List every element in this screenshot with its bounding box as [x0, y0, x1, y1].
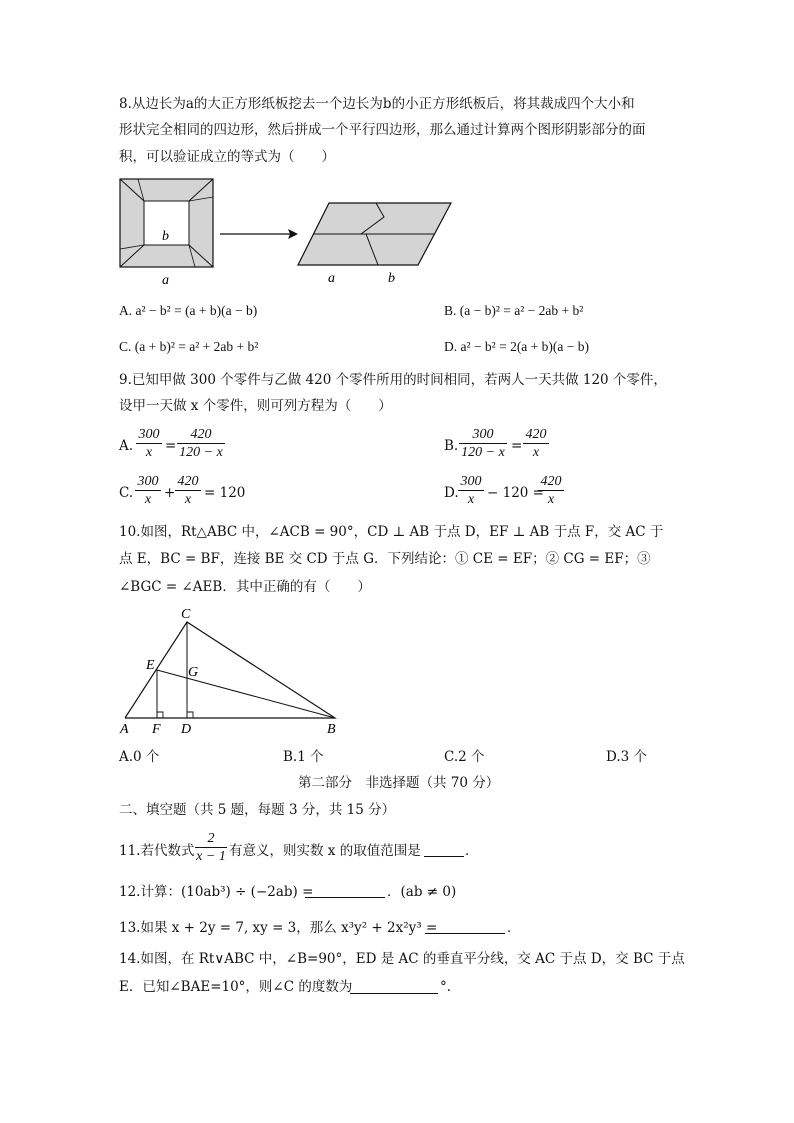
q10-point-b: B — [327, 722, 336, 737]
q9-a-right-den: 120 − x — [179, 445, 223, 460]
q11-suffix: 有意义，则实数 x 的取值范围是 — [229, 843, 421, 859]
q9-b-right-den: x — [532, 445, 540, 460]
q8-square-figure — [118, 177, 218, 287]
q9-option-a-equals: = — [165, 438, 177, 454]
fill-in-heading: 二、填空题（共 5 题，每题 3 分，共 15 分） — [119, 802, 396, 818]
q9-option-d-right-fraction — [538, 473, 564, 508]
q11-end: ． — [465, 843, 479, 859]
q10-point-c: C — [181, 607, 191, 622]
q9-option-c-label: C. — [119, 485, 134, 501]
q10-option-d: D.3 个 — [606, 749, 648, 765]
q9-c-left-den: x — [144, 492, 152, 507]
q9-option-c-tail: = 120 — [204, 485, 246, 501]
q9-option-a-label: A. — [119, 438, 134, 454]
part2-heading: 第二部分 非选择题（共 70 分） — [298, 775, 500, 791]
q9-a-left-num: 300 — [136, 426, 162, 444]
q10-line2: 点 E，BC = BF，连接 BE 交 CD 于点 G．下列结论：① CE = EF；② CG = EF；③ — [119, 551, 651, 567]
q13-prefix: 13.如果 x + 2y = 7, xy = 3，那么 x³y² + 2x²y³ = — [119, 920, 438, 936]
q10-point-g: G — [188, 665, 199, 680]
q10-option-a: A.0 个 — [119, 749, 160, 765]
q8-line3: 积，可以验证成立的等式为（ ） — [119, 149, 335, 165]
q9-line1: 9.已知甲做 300 个零件与乙做 420 个零件所用的时间相同，若两人一天共做 120 个零件， — [119, 372, 667, 388]
q9-option-a-right-fraction — [177, 426, 225, 461]
q9-option-d-left-fraction — [458, 473, 484, 508]
q8-option-a: A. a² − b² = (a + b)(a − b) — [119, 303, 258, 318]
q8-option-b: B. (a − b)² = a² − 2ab + b² — [444, 303, 584, 318]
q10-triangle-figure — [118, 604, 348, 736]
q10-option-b: B.1 个 — [283, 749, 324, 765]
q14-line1: 14.如图，在 Rt∨ABC 中，∠B=90°，ED 是 AC 的垂直平分线，交 AC 于点 D，交 BC 于点 — [119, 951, 685, 967]
q9-option-b-right-fraction — [523, 426, 549, 461]
q11-fraction — [195, 830, 227, 865]
q12-suffix: ．(ab ≠ 0) — [387, 884, 457, 900]
q12-prefix: 12.计算：(10ab³) ÷ (−2ab) = — [119, 884, 314, 900]
q13-end: ． — [507, 920, 521, 936]
q9-option-a-left-fraction — [136, 426, 162, 461]
q11-prefix: 11.若代数式 — [119, 843, 195, 859]
q9-c-left-num: 300 — [135, 473, 161, 491]
q9-d-left-num: 300 — [458, 473, 484, 491]
q9-option-d-mid: − 120 = — [487, 485, 544, 501]
q9-d-left-den: x — [467, 492, 475, 507]
q10-line1: 10.如图，Rt△ABC 中，∠ACB = 90°，CD ⊥ AB 于点 D，EF ⊥ AB 于点 F，交 AC 于 — [119, 524, 664, 540]
q10-point-f: F — [152, 722, 161, 737]
q14-answer-blank[interactable] — [350, 979, 438, 994]
q9-d-right-den: x — [547, 492, 555, 507]
q14-line2: E．已知∠BAE=10°，则∠C 的度数为 — [119, 979, 353, 995]
q9-line2: 设甲一天做 x 个零件，则可列方程为（ ） — [119, 398, 392, 414]
q8-option-d: D. a² − b² = 2(a + b)(a − b) — [444, 339, 590, 354]
q9-option-d-label: D. — [444, 485, 459, 501]
q10-option-c: C.2 个 — [444, 749, 485, 765]
q9-option-c-plus: + — [164, 485, 176, 501]
q8-arrow-icon — [218, 226, 300, 242]
q8-fig-label-a: a — [162, 273, 169, 288]
q11-answer-blank[interactable] — [424, 842, 464, 857]
q9-d-right-num: 420 — [538, 473, 564, 491]
q9-b-right-num: 420 — [523, 426, 549, 444]
q9-option-b-label: B. — [444, 438, 459, 454]
q10-point-d: D — [181, 722, 192, 737]
q9-option-c-left-fraction — [135, 473, 161, 508]
q8-fig-label-pb: b — [388, 271, 395, 286]
q8-option-c: C. (a + b)² = a² + 2ab + b² — [119, 339, 259, 354]
q8-line1: 8.从边长为a的大正方形纸板挖去一个边长为b的小正方形纸板后，将其裁成四个大小和 — [119, 96, 635, 112]
q12-answer-blank[interactable] — [305, 883, 385, 898]
q8-line2: 形状完全相同的四边形，然后拼成一个平行四边形，那么通过计算两个图形阴影部分的面 — [119, 122, 646, 138]
q9-c-right-num: 420 — [175, 473, 201, 491]
q11-fraction-den: x − 1 — [196, 849, 226, 864]
q9-option-b-left-fraction — [459, 426, 507, 461]
q14-end: °. — [440, 979, 452, 995]
q9-a-left-den: x — [145, 445, 153, 460]
q9-b-left-num: 300 — [459, 426, 507, 444]
q10-point-a: A — [120, 722, 129, 737]
q9-b-left-den: 120 − x — [461, 445, 505, 460]
q8-fig-label-pa: a — [328, 271, 335, 286]
q11-fraction-num: 2 — [195, 830, 227, 848]
q9-option-c-right-fraction — [175, 473, 201, 508]
q8-fig-label-b: b — [162, 229, 169, 244]
q8-parallelogram-figure — [296, 200, 456, 290]
q10-point-e: E — [146, 658, 155, 673]
q13-answer-blank[interactable] — [425, 919, 505, 934]
q9-a-right-num: 420 — [177, 426, 225, 444]
q9-option-b-equals: = — [511, 438, 523, 454]
q10-line3: ∠BGC = ∠AEB．其中正确的有（ ） — [119, 579, 371, 595]
q9-c-right-den: x — [184, 492, 192, 507]
